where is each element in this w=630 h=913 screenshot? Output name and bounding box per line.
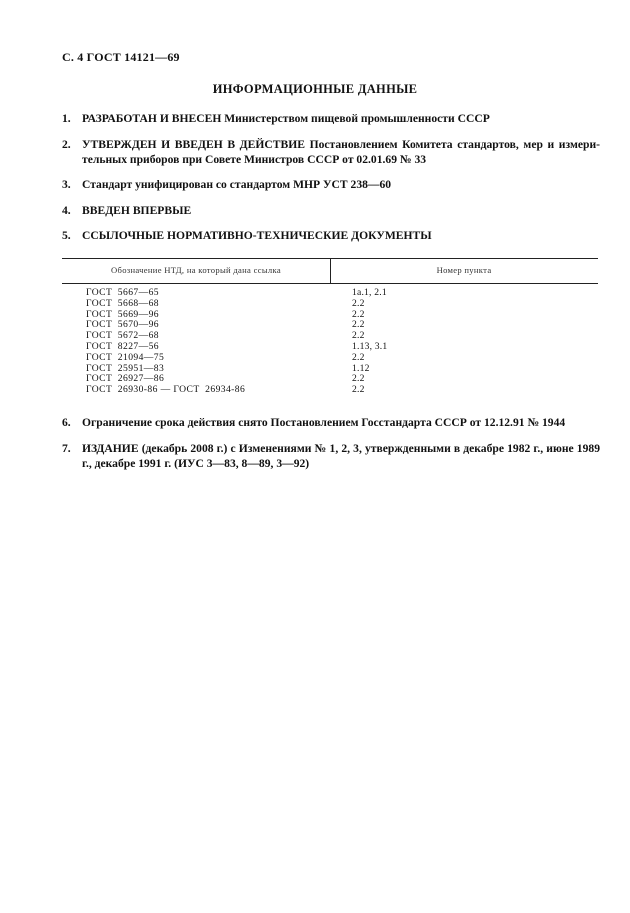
item-text: Министерством пищевой промышленности СССР [221, 112, 490, 125]
info-item-1 [62, 111, 600, 126]
section-title: ИНФОРМАЦИОННЫЕ ДАННЫЕ [212, 82, 418, 96]
table-cell-document: ГОСТ 5667—65 [86, 287, 159, 298]
item-number: 7. [62, 442, 71, 455]
info-item-7 [62, 441, 600, 471]
table-row [62, 385, 598, 396]
item-lead: УТВЕРЖДЕН И ВВЕДЕН В ДЕЙСТВИЕ [82, 138, 305, 151]
item-number: 4. [62, 204, 71, 217]
item-text: Постановлением Комитета стандартов, мер и измери-тельных приборов при Совете Министров СССР от 02.01.69 № 33 [82, 138, 600, 166]
item-number: 2. [62, 138, 71, 151]
table-cell-clause: 2.2 [352, 319, 365, 331]
table-body [62, 288, 598, 396]
item-lead: ССЫЛОЧНЫЕ НОРМАТИВНО-ТЕХНИЧЕСКИЕ ДОКУМЕНТЫ [82, 229, 432, 242]
table-cell-clause: 2.2 [352, 330, 365, 342]
table-cell-clause: 2.2 [352, 351, 365, 363]
item-body [82, 203, 600, 218]
table-cell-clause: 1а.1, 2.1 [352, 287, 387, 298]
table-cell-clause: 2.2 [352, 384, 365, 396]
table-cell-clause: 1.12 [352, 362, 370, 374]
table-cell-document: ГОСТ 21094—75 [86, 351, 165, 363]
item-body [82, 415, 600, 430]
table-cell-document: ГОСТ 25951—83 [86, 362, 165, 374]
info-item-2 [62, 137, 600, 167]
table-cell-document: ГОСТ 8227—56 [86, 340, 159, 352]
table-header-clause: Номер пункта [436, 265, 492, 275]
table-cell-document: ГОСТ 5668—68 [86, 297, 159, 309]
page-header: С. 4 ГОСТ 14121—69 [62, 50, 180, 64]
item-text: Ограничение срока действия снято Постановлением Госстандарта СССР от 12.12.91 № 1944 [82, 416, 566, 429]
item-lead: ИЗДАНИЕ [82, 442, 139, 455]
item-lead: ВВЕДЕН ВПЕРВЫЕ [82, 204, 192, 217]
item-body [82, 441, 600, 471]
table-cell-clause: 2.2 [352, 308, 365, 320]
table-cell-document: ГОСТ 26927—86 [86, 373, 165, 385]
item-text: (декабрь 2008 г.) с Изменениями № 1, 2, 3, утвержденными в декабре 1982 г., июне 1989 г., декабре 1991 г. (ИУС 3—83, 8—89, 3—92) [82, 442, 600, 470]
table-cell-document: ГОСТ 5672—68 [86, 330, 159, 342]
table-cell-clause: 1.13, 3.1 [352, 340, 388, 352]
table-row [62, 299, 598, 310]
table-header-rule [62, 283, 598, 284]
item-body [82, 111, 600, 126]
info-item-6 [62, 415, 600, 430]
table-cell-document: ГОСТ 5670—96 [86, 319, 159, 331]
info-item-4 [62, 203, 600, 218]
item-number: 3. [62, 178, 71, 191]
item-number: 6. [62, 416, 71, 429]
item-body [82, 177, 600, 192]
item-body [82, 137, 600, 167]
table-cell-clause: 2.2 [352, 373, 365, 385]
table-header-document: Обозначение НТД, на который дана ссылка [111, 265, 281, 275]
item-number: 5. [62, 229, 71, 242]
table-cell-clause: 2.2 [352, 297, 365, 309]
table-cell-document: ГОСТ 26930-86 — ГОСТ 26934-86 [86, 384, 246, 396]
table-cell-document: ГОСТ 5669—96 [86, 308, 159, 320]
table-row [62, 353, 598, 364]
info-item-5 [62, 228, 600, 243]
item-lead: РАЗРАБОТАН И ВНЕСЕН [82, 112, 222, 125]
item-number: 1. [62, 112, 71, 125]
item-text: Стандарт унифицирован со стандартом МНР УСТ 238—60 [82, 178, 392, 191]
item-body [82, 228, 600, 243]
info-item-3 [62, 177, 600, 192]
